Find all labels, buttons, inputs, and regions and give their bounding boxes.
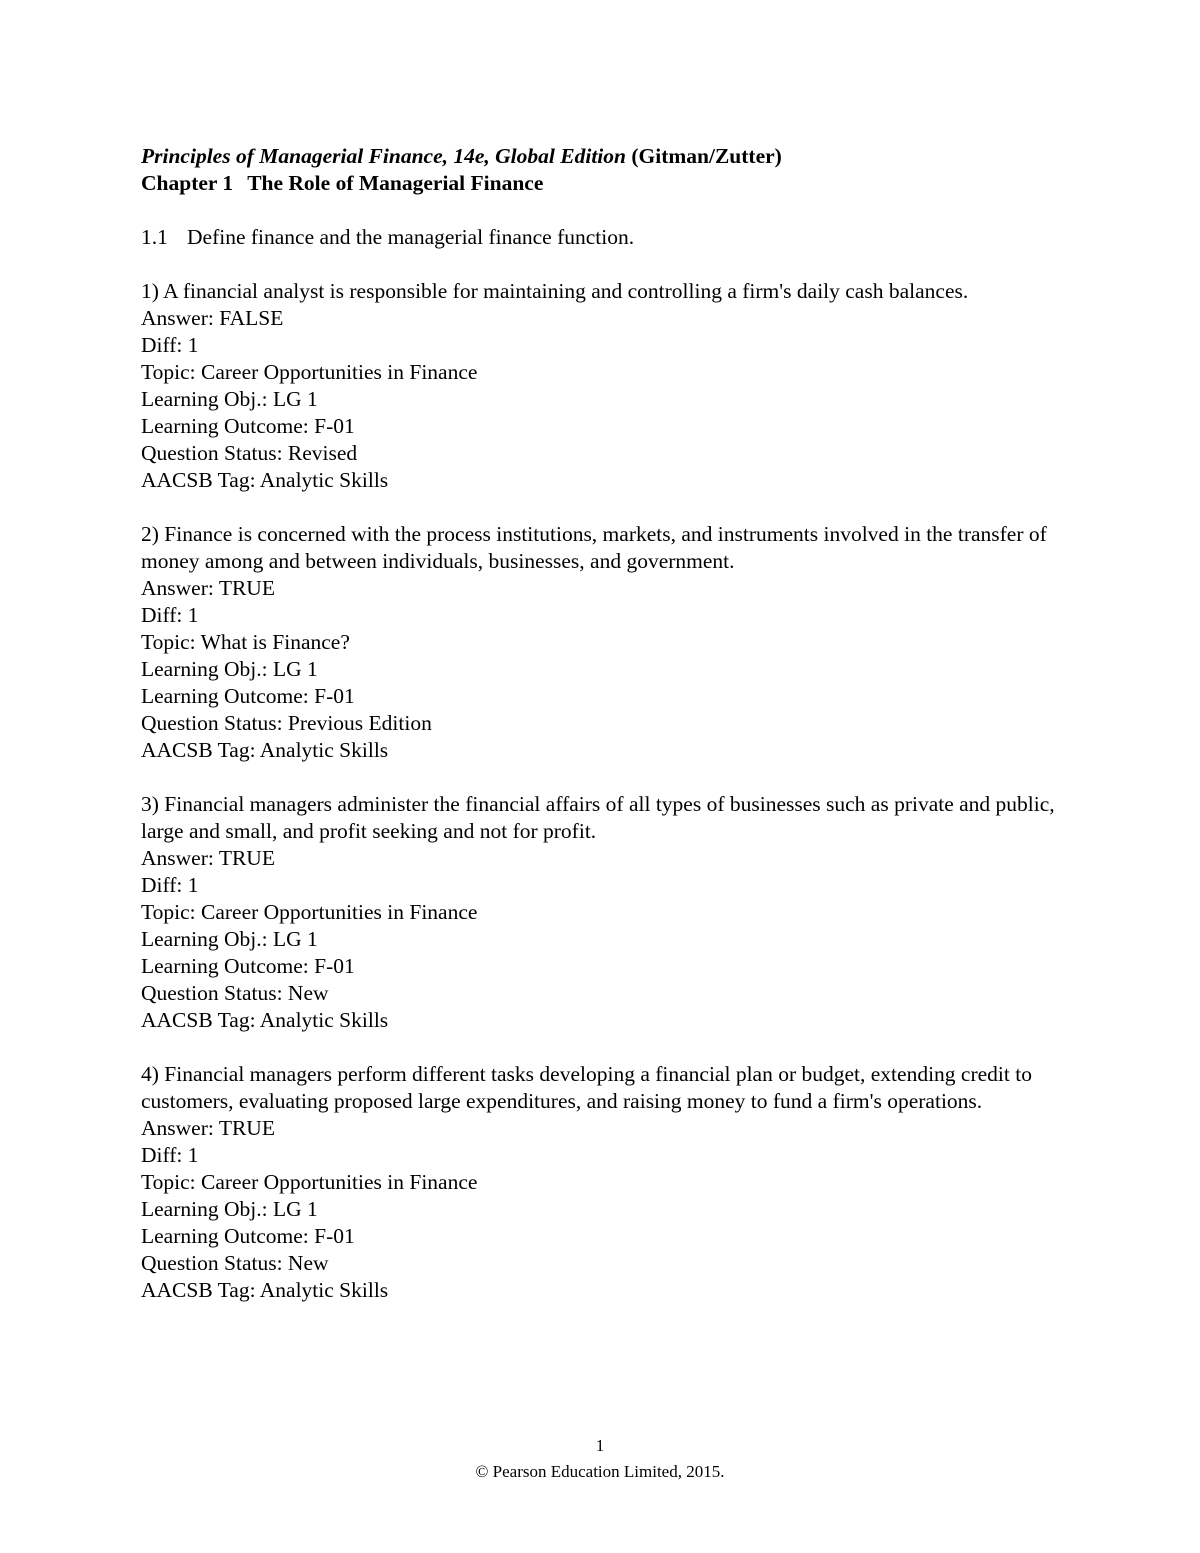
question-status: Question Status: New: [141, 981, 329, 1005]
question-learning-outcome: Learning Outcome: F-01: [141, 954, 355, 978]
objective-text: Define finance and the managerial finance function.: [187, 225, 635, 249]
chapter-label: Chapter 1: [141, 171, 234, 195]
question-learning-obj: Learning Obj.: LG 1: [141, 387, 318, 411]
question-block: [141, 1061, 1061, 1304]
question-aacsb-tag: AACSB Tag: Analytic Skills: [141, 1278, 389, 1302]
question-topic: Topic: Career Opportunities in Finance: [141, 360, 478, 384]
question-text: 2) Finance is concerned with the process institutions, markets, and instruments involved in the transfer of money among and between individuals, businesses, and government.: [141, 522, 1047, 573]
question-learning-outcome: Learning Outcome: F-01: [141, 684, 355, 708]
book-title-line: [141, 143, 1061, 170]
chapter-heading: [141, 170, 1061, 197]
question-aacsb-tag: AACSB Tag: Analytic Skills: [141, 738, 389, 762]
question-learning-outcome: Learning Outcome: F-01: [141, 414, 355, 438]
learning-objective: [141, 224, 1061, 251]
question-diff: Diff: 1: [141, 1143, 199, 1167]
question-topic: Topic: Career Opportunities in Finance: [141, 1170, 478, 1194]
question-diff: Diff: 1: [141, 603, 199, 627]
question-answer: Answer: TRUE: [141, 1116, 275, 1140]
question-status: Question Status: New: [141, 1251, 329, 1275]
question-learning-obj: Learning Obj.: LG 1: [141, 1197, 318, 1221]
question-answer: Answer: TRUE: [141, 576, 275, 600]
chapter-title: The Role of Managerial Finance: [247, 171, 544, 195]
question-aacsb-tag: AACSB Tag: Analytic Skills: [141, 1008, 389, 1032]
question-topic: Topic: What is Finance?: [141, 630, 350, 654]
question-text: 1) A financial analyst is responsible for maintaining and controlling a firm's daily cash balances.: [141, 279, 969, 303]
page-number: 1: [595, 1436, 605, 1455]
objective-number: 1.1: [141, 225, 168, 249]
question-text: 4) Financial managers perform different tasks developing a financial plan or budget, extending credit to customers, evaluating proposed large expenditures, and raising money to fund a firm's operations.: [141, 1062, 1032, 1113]
question-answer: Answer: FALSE: [141, 306, 284, 330]
question-block: [141, 791, 1061, 1034]
question-aacsb-tag: AACSB Tag: Analytic Skills: [141, 468, 389, 492]
question-status: Question Status: Revised: [141, 441, 358, 465]
book-title: Principles of Managerial Finance, 14e, Global Edition: [141, 144, 626, 168]
question-diff: Diff: 1: [141, 333, 199, 357]
question-answer: Answer: TRUE: [141, 846, 275, 870]
page-content: [141, 143, 1061, 1304]
question-block: [141, 278, 1061, 494]
book-authors: (Gitman/Zutter): [631, 144, 782, 168]
question-topic: Topic: Career Opportunities in Finance: [141, 900, 478, 924]
copyright-notice: © Pearson Education Limited, 2015.: [475, 1462, 725, 1481]
question-status: Question Status: Previous Edition: [141, 711, 432, 735]
question-learning-outcome: Learning Outcome: F-01: [141, 1224, 355, 1248]
question-diff: Diff: 1: [141, 873, 199, 897]
question-block: [141, 521, 1061, 764]
question-learning-obj: Learning Obj.: LG 1: [141, 657, 318, 681]
question-learning-obj: Learning Obj.: LG 1: [141, 927, 318, 951]
question-text: 3) Financial managers administer the financial affairs of all types of businesses such as private and public, large and small, and profit seeking and not for profit.: [141, 792, 1055, 843]
